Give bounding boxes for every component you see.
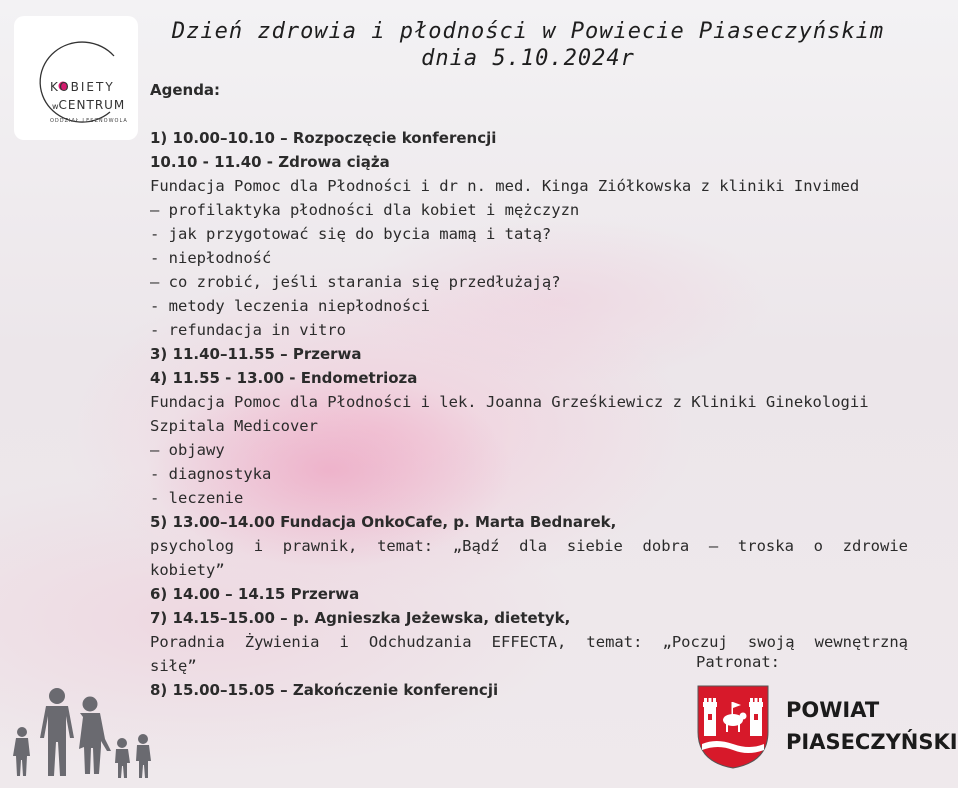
powiat-name-line-2: PIASECZYŃSKI (786, 730, 958, 754)
agenda-item-heading: 6) 14.00 – 14.15 Przerwa (150, 585, 360, 603)
agenda-item-heading: 5) 13.00–14.00 Fundacja OnkoCafe, p. Marta Bednarek, (150, 513, 617, 531)
logo-text-w: w (52, 102, 59, 111)
logo-text-kobiety: KOBIETY (50, 80, 115, 94)
agenda-item-text: siłę” (150, 657, 197, 675)
agenda-item-text: Poradnia Żywienia i Odchudzania EFFECTA, temat: „Poczuj swoją wewnętrzną (150, 633, 908, 651)
title-line-1: Dzień zdrowia i płodności w Powiecie Piaseczyńskim (171, 19, 885, 44)
agenda-item-heading: 1) 10.00–10.10 – Rozpoczęcie konferencji (150, 129, 497, 147)
agenda-item-text: – co zrobić, jeśli starania się przedłużają? (150, 273, 561, 291)
powiat-name-line-1: POWIAT (786, 698, 880, 722)
agenda-section (150, 78, 908, 702)
kobiety-w-centrum-logo (14, 16, 138, 140)
agenda-item-text: – objawy (150, 441, 225, 459)
agenda-spacer (150, 102, 908, 126)
agenda-item-text: - jak przygotować się do bycia mamą i tatą? (150, 225, 552, 243)
agenda-item-text: - metody leczenia niepłodności (150, 297, 430, 315)
agenda-item-heading: 10.10 - 11.40 - Zdrowa ciąża (150, 153, 390, 171)
agenda-item-heading: 8) 15.00–15.05 – Zakończenie konferencji (150, 681, 499, 699)
logo-text-centrum (52, 98, 125, 112)
agenda-item-text: Szpitala Medicover (150, 417, 318, 435)
logo-text-centrum-word: CENTRUM (58, 98, 126, 112)
agenda-item-heading: 7) 14.15–15.00 – p. Agnieszka Jeżewska, dietetyk, (150, 609, 571, 627)
family-silhouette-icon (10, 682, 155, 782)
agenda-item-text: kobiety” (150, 561, 225, 579)
agenda-item-text: psycholog i prawnik, temat: „Bądź dla siebie dobra – troska o zdrowie (150, 537, 908, 555)
agenda-item-text: - leczenie (150, 489, 244, 507)
agenda-item-text: - refundacja in vitro (150, 321, 346, 339)
agenda-heading: Agenda: (150, 81, 221, 99)
logo-text-oddzial: ODDZIAŁ LESZNOWOLA (50, 118, 128, 124)
page-title (148, 18, 908, 72)
powiat-name (786, 694, 958, 758)
agenda-list (150, 126, 908, 702)
title-line-2: dnia 5.10.2024r (421, 46, 635, 71)
agenda-item-text: - diagnostyka (150, 465, 272, 483)
agenda-item-text: Fundacja Pomoc dla Płodności i dr n. med. Kinga Ziółkowska z kliniki Invimed (150, 177, 860, 195)
agenda-item-text: Fundacja Pomoc dla Płodności i lek. Joanna Grześkiewicz z Kliniki Ginekologii (150, 393, 869, 411)
agenda-item-text: – profilaktyka płodności dla kobiet i mężczyzn (150, 201, 580, 219)
agenda-item-text: - niepłodność (150, 249, 272, 267)
patronat-label: Patronat: (696, 653, 780, 671)
agenda-item-heading: 3) 11.40–11.55 – Przerwa (150, 345, 362, 363)
agenda-item-heading: 4) 11.55 - 13.00 - Endometrioza (150, 369, 418, 387)
powiat-crest-icon (696, 684, 770, 770)
